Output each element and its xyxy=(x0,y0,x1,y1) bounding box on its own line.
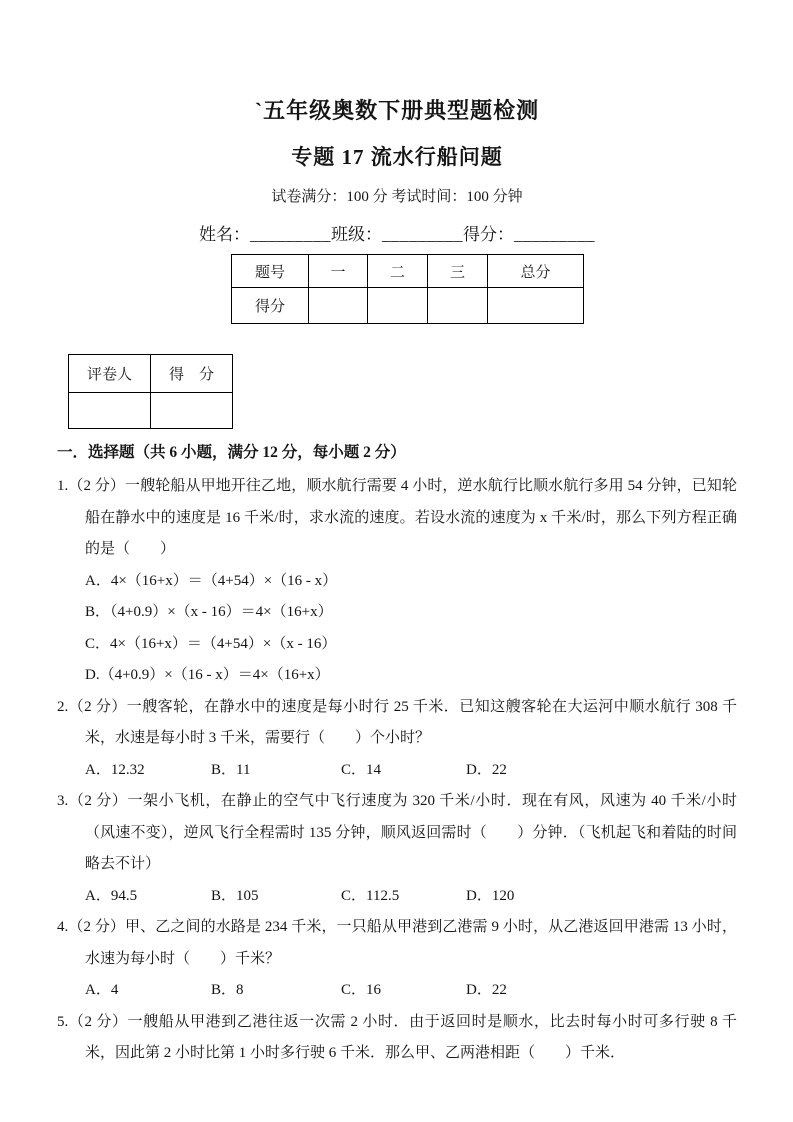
grader-table-blank-row xyxy=(69,393,233,429)
question-3-options xyxy=(57,881,737,913)
question-1-options xyxy=(57,566,737,692)
question-4-text: 4.（2 分）甲、乙之间的水路是 234 千米，一只船从甲港到乙港需 9 小时，从乙港返回甲港需 13 小时，水速为每小时（ ）千米？ xyxy=(57,919,737,967)
question-2-text: 2.（2 分）一艘客轮，在静水中的速度是每小时行 25 千米．已知这艘客轮在大运河中顺水航行 308 千米，水速是每小时 3 千米，需要行（ ）个小时？ xyxy=(57,698,737,746)
score-table-header-question: 题号 xyxy=(232,255,309,288)
option-item: B．11 xyxy=(211,761,251,778)
option-item: D．22 xyxy=(466,761,507,778)
score-table-header-section-3: 三 xyxy=(428,255,488,288)
score-table-header-row xyxy=(232,255,584,288)
score-cell-section-2[interactable] xyxy=(368,288,428,324)
option-item: C．112.5 xyxy=(341,887,400,904)
exam-info-line: 试卷满分：100 分 考试时间：100 分钟 xyxy=(271,189,523,205)
question-5-text: 5.（2 分）一艘船从甲港到乙港往返一次需 2 小时．由于返回时是顺水，比去时每小时可多行驶 8 千米，因此第 2 小时比第 1 小时多行驶 6 千米．那么甲、乙两港相距（ ）千米． xyxy=(57,1013,737,1061)
score-row-label: 得分 xyxy=(232,288,309,324)
grader-blank-cell[interactable] xyxy=(69,393,151,429)
grader-label-cell: 评卷人 xyxy=(69,355,151,393)
page-title: `五年级奥数下册典型题检测 xyxy=(254,98,540,123)
name-blank-field[interactable]: _________ xyxy=(250,225,331,244)
score-label: 得分： xyxy=(463,225,514,244)
grader-score-label-cell: 得 分 xyxy=(151,355,233,393)
question-4-number: 4. xyxy=(57,919,69,935)
score-blank-field[interactable]: _________ xyxy=(514,225,595,244)
score-summary-table xyxy=(231,254,584,324)
class-label: 班级： xyxy=(331,225,382,244)
question-5-number: 5. xyxy=(57,1013,69,1030)
option-item: B．（4+0.9）×（x - 16）＝4×（16+x） xyxy=(85,604,333,620)
question-1-text: 1.（2 分）一艘轮船从甲地开往乙地，顺水航行需要 4 小时，逆水航行比顺水航行多用 54 分钟，已知轮船在静水中的速度是 16 千米/时，求水流的速度。若设水流的速度为 x 千米/时，那么下列方程正确的是（ ） xyxy=(57,478,737,557)
score-cell-total[interactable] xyxy=(488,288,584,324)
student-info-line xyxy=(57,222,737,248)
question-1-number: 1. xyxy=(57,478,69,494)
score-table-header-section-1: 一 xyxy=(309,255,368,288)
grader-score-table xyxy=(68,354,233,429)
score-cell-section-1[interactable] xyxy=(309,288,368,324)
question-3-number: 3. xyxy=(57,793,69,809)
option-item: D．22 xyxy=(466,982,507,998)
option-item: B．8 xyxy=(211,982,244,998)
page-subtitle: 专题 17 流水行船问题 xyxy=(291,145,503,169)
grader-score-blank-cell[interactable] xyxy=(151,393,233,429)
option-item: C．14 xyxy=(341,761,382,778)
grader-table-header-row xyxy=(69,355,233,393)
question-3-text: 3.（2 分）一架小飞机，在静止的空气中飞行速度为 320 千米/小时．现在有风，风速为 40 千米/小时（风速不变），逆风飞行全程需时 135 分钟，顺风返回需时（ ）分钟．（飞机起飞和着陆的时间略去不计） xyxy=(57,793,737,872)
option-item: A．94.5 xyxy=(85,887,138,904)
question-5 xyxy=(57,1007,737,1070)
option-item: A．4 xyxy=(85,982,119,998)
question-list xyxy=(57,471,737,1070)
question-3 xyxy=(57,786,737,912)
question-4 xyxy=(57,912,737,1007)
option-item: C．16 xyxy=(341,982,382,998)
score-table-header-section-2: 二 xyxy=(368,255,428,288)
score-table-header-total: 总分 xyxy=(488,255,584,288)
section-1-heading: 一．选择题（共 6 小题，满分 12 分，每小题 2 分） xyxy=(57,444,406,461)
question-1 xyxy=(57,471,737,692)
score-cell-section-3[interactable] xyxy=(428,288,488,324)
question-2 xyxy=(57,692,737,787)
question-2-number: 2. xyxy=(57,698,69,715)
option-item: C．4×（16+x）＝（4+54）×（x - 16） xyxy=(85,635,337,652)
option-item: A．4×（16+x）＝（4+54）×（16 - x） xyxy=(85,572,338,589)
class-blank-field[interactable]: _________ xyxy=(382,225,463,244)
option-item: B．105 xyxy=(211,887,259,904)
option-item: D.（4+0.9）×（16 - x）＝4×（16+x） xyxy=(85,667,330,683)
option-item: D．120 xyxy=(466,887,515,904)
question-2-options xyxy=(57,755,737,787)
name-label: 姓名： xyxy=(199,225,250,244)
option-item: A．12.32 xyxy=(85,761,145,778)
question-4-options xyxy=(57,975,737,1007)
score-table-score-row xyxy=(232,288,584,324)
